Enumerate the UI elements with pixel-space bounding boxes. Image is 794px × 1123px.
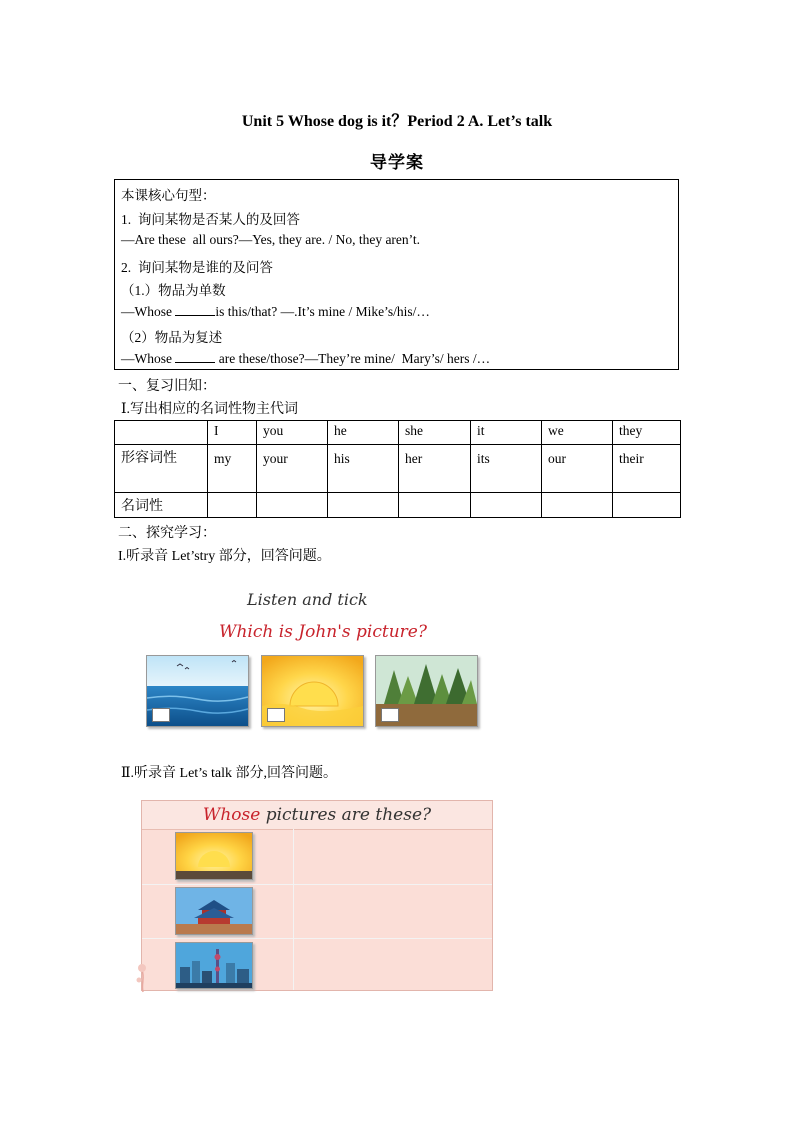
answer-cell[interactable] <box>542 493 613 518</box>
explore-heading: 二、探究学习： <box>118 526 216 541</box>
table-cell: his <box>328 445 399 493</box>
listen-title: Listen and tick <box>247 590 368 609</box>
forest-picture[interactable] <box>375 655 478 727</box>
example-suffix: are these/those?—They’re mine/ Mary’s/ hers /… <box>215 351 491 366</box>
table-cell: her <box>399 445 471 493</box>
title-rest: pictures are these? <box>260 805 432 825</box>
city-thumbnail-art <box>176 943 252 988</box>
review-part-1: Ⅰ.写出相应的名词性物主代词 <box>121 402 299 417</box>
tick-box[interactable] <box>152 708 170 722</box>
temple-thumbnail-art <box>176 888 252 934</box>
table-cell: their <box>613 445 681 493</box>
example-prefix: —Whose <box>121 351 176 366</box>
table-corner-cell <box>115 421 208 445</box>
temple-thumbnail <box>175 887 253 935</box>
table-cell: its <box>471 445 542 493</box>
answer-cell[interactable] <box>328 493 399 518</box>
tick-box[interactable] <box>267 708 285 722</box>
sunrise-thumbnail-art <box>176 833 252 879</box>
core-item-2: 2. 询问某物是谁的及问答 <box>121 260 273 275</box>
answer-cell[interactable] <box>208 493 257 518</box>
core-sub-1-example <box>121 303 430 320</box>
table-cell: you <box>257 421 328 445</box>
core-item-1: 1. 询问某物是否某人的及回答 <box>121 212 300 227</box>
answer-cell[interactable] <box>294 939 491 990</box>
sunrise-thumbnail <box>175 832 253 880</box>
core-item-1-example: —Are these all ours?—Yes, they are. / No, they aren’t. <box>121 232 421 247</box>
core-sub-2-example <box>121 350 490 367</box>
core-sub-1: （1.）物品为单数 <box>121 283 226 298</box>
answer-blank <box>175 303 215 316</box>
worksheet-subtitle: 导学案 <box>370 153 424 172</box>
row-label: 形容词性 <box>115 445 208 493</box>
answer-cell[interactable] <box>471 493 542 518</box>
table-row <box>115 493 681 518</box>
answer-cell[interactable] <box>294 885 491 937</box>
core-sentences-box <box>114 179 679 370</box>
table-row <box>115 445 681 493</box>
table-cell: my <box>208 445 257 493</box>
review-heading: 一、复习旧知： <box>118 379 216 394</box>
table-cell: it <box>471 421 542 445</box>
table-cell: our <box>542 445 613 493</box>
worksheet-title: Unit 5 Whose dog is it？Period 2 A. Let’s talk <box>241 113 553 130</box>
table-cell: I <box>208 421 257 445</box>
table-title <box>142 801 492 830</box>
listen-question: Which is John's picture? <box>219 622 427 642</box>
table-row <box>115 421 681 445</box>
explore-part-2: Ⅱ.听录音 Let’s talk 部分,回答问题。 <box>121 766 338 781</box>
core-sub-2: （2）物品为复述 <box>121 330 223 345</box>
table-cell: she <box>399 421 471 445</box>
answer-cell[interactable] <box>399 493 471 518</box>
sea-picture[interactable] <box>146 655 249 727</box>
answer-blank <box>175 350 215 363</box>
pronoun-table <box>114 420 681 518</box>
core-heading: 本课核心句型： <box>121 188 216 203</box>
table-cell: they <box>613 421 681 445</box>
city-thumbnail <box>175 942 253 989</box>
answer-cell[interactable] <box>257 493 328 518</box>
table-cell: he <box>328 421 399 445</box>
tick-box[interactable] <box>381 708 399 722</box>
whose-pictures-table <box>141 800 493 991</box>
row-label: 名词性 <box>115 493 208 518</box>
table-cell: your <box>257 445 328 493</box>
example-prefix: —Whose <box>121 304 176 319</box>
sunrise-picture[interactable] <box>261 655 364 727</box>
answer-cell[interactable] <box>613 493 681 518</box>
title-whose: Whose <box>202 805 261 825</box>
explore-part-1: I.听录音 Let’stry 部分，回答问题。 <box>118 549 331 564</box>
answer-cell[interactable] <box>294 830 491 883</box>
flower-decoration-icon <box>133 960 153 994</box>
example-suffix: is this/that? —.It’s mine / Mike’s/his/… <box>215 304 430 319</box>
table-cell: we <box>542 421 613 445</box>
